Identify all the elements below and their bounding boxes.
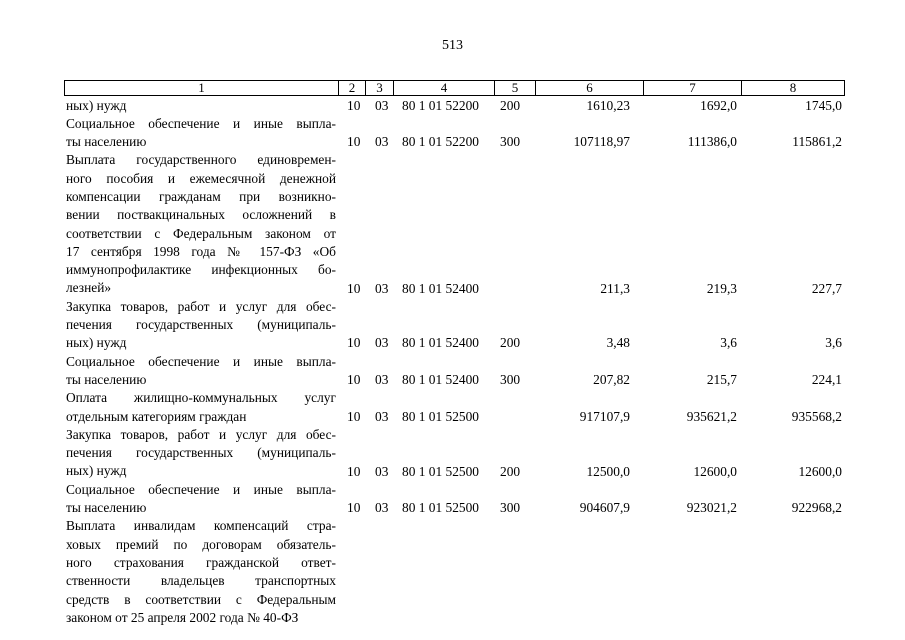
description-line: Социальное обеспечение и иные выпла- — [66, 481, 336, 497]
table-cell-c7: 111386,0 — [687, 134, 737, 150]
description-line: Закупка товаров, работ и услуг для обес- — [66, 298, 336, 314]
table-cell-c8: 227,7 — [811, 280, 842, 296]
header-cell-3: 3 — [365, 81, 393, 95]
description-line: ты населению — [66, 500, 147, 516]
table-row-description — [66, 151, 336, 297]
table-cell-c6: 107118,97 — [573, 134, 630, 150]
table-cell-c6: 1610,23 — [586, 97, 630, 113]
table-cell-c2: 10 — [347, 463, 361, 479]
table-cell-c8: 922968,2 — [791, 500, 842, 516]
table-cell-c4: 80 1 01 52500 — [402, 408, 479, 424]
table-cell-c7: 12600,0 — [693, 463, 737, 479]
table-cell-c4: 80 1 01 52400 — [402, 280, 479, 296]
header-cell-5: 5 — [494, 81, 535, 95]
table-cell-c3: 03 — [375, 134, 389, 150]
table-cell-c3: 03 — [375, 408, 389, 424]
table-cell-c8: 935568,2 — [791, 408, 842, 424]
description-line: Выплата государственного единовремен- — [66, 152, 336, 168]
description-line: соответствии с Федеральным законом от — [66, 225, 336, 241]
header-cell-4: 4 — [393, 81, 494, 95]
table-cell-c3: 03 — [375, 372, 389, 387]
table-cell-c6: 3,48 — [606, 335, 630, 351]
table-row-description — [66, 481, 336, 518]
table-cell-c4: 80 1 01 52400 — [402, 335, 479, 351]
table-row-description — [66, 389, 336, 426]
table-cell-c7: 935621,2 — [686, 408, 737, 424]
table-cell-c4: 80 1 01 52500 — [402, 463, 479, 479]
description-line: иммунопрофилактике инфекционных бо- — [66, 262, 336, 278]
table-cell-c5: 300 — [500, 500, 521, 516]
description-line: ных) нужд — [66, 97, 127, 113]
table-cell-c3: 03 — [375, 335, 389, 351]
page-number: 513 — [442, 38, 463, 53]
table-cell-c3: 03 — [375, 500, 389, 516]
table-cell-c7: 3,6 — [720, 335, 737, 351]
table-cell-c7: 1692,0 — [700, 97, 737, 113]
table-cell-c4: 80 1 01 52400 — [402, 372, 479, 387]
description-line: лезней» — [66, 280, 112, 296]
table-cell-c6: 207,82 — [593, 372, 630, 387]
description-line: Социальное обеспечение и иные выпла- — [66, 115, 336, 131]
table-row-description — [66, 97, 336, 115]
table-cell-c2: 10 — [347, 372, 361, 387]
header-cell-6: 6 — [535, 81, 643, 95]
table-cell-c5: 200 — [500, 97, 521, 113]
table-row-description — [66, 353, 336, 390]
description-line: ных) нужд — [66, 463, 127, 479]
description-line: вении поствакцинальных осложнений в — [66, 207, 336, 223]
table-cell-c3: 03 — [375, 463, 389, 479]
table-row-description — [66, 426, 336, 481]
description-line: Закупка товаров, работ и услуг для обес- — [66, 426, 336, 442]
table-cell-c3: 03 — [375, 97, 389, 113]
description-line: ственности владельцев транспортных — [66, 573, 336, 589]
table-cell-c2: 10 — [347, 134, 361, 150]
description-line: ного пособия и ежемесячной денежной — [66, 170, 336, 186]
description-line: средств в соответствии с Федеральным — [66, 591, 336, 607]
header-cell-1: 1 — [198, 80, 205, 95]
table-cell-c2: 10 — [347, 408, 361, 424]
table-cell-c3: 03 — [375, 280, 389, 296]
header-cell-7: 7 — [643, 81, 741, 95]
table-cell-c6: 211,3 — [600, 280, 630, 296]
description-line: 17 сентября 1998 года № 157-ФЗ «Об — [66, 243, 336, 259]
table-row-description — [66, 298, 336, 353]
table-cell-c8: 12600,0 — [798, 463, 842, 479]
table-row-description — [66, 115, 336, 152]
table-cell-c5: 300 — [500, 372, 521, 387]
table-row-description — [66, 517, 336, 627]
table-cell-c5: 200 — [500, 463, 521, 479]
description-line: печения государственных (муниципаль- — [66, 317, 336, 333]
table-cell-c2: 10 — [347, 97, 361, 113]
description-line: ных) нужд — [66, 335, 127, 351]
table-cell-c4: 80 1 01 52500 — [402, 500, 479, 516]
table-cell-c4: 80 1 01 52200 — [402, 134, 479, 150]
description-line: печения государственных (муниципаль- — [66, 445, 336, 461]
table-cell-c7: 219,3 — [706, 280, 737, 296]
header-cell-8: 8 — [741, 81, 844, 95]
table-cell-c6: 12500,0 — [586, 463, 630, 479]
table-cell-c8: 115861,2 — [792, 134, 842, 150]
description-line: ного страхования гражданской ответ- — [66, 554, 336, 570]
table-cell-c2: 10 — [347, 280, 361, 296]
table-cell-c5: 300 — [500, 134, 521, 150]
description-line: законом от 25 апреля 2002 года № 40-ФЗ — [66, 609, 299, 625]
description-line: Оплата жилищно-коммунальных услуг — [66, 390, 336, 406]
description-line: ты населению — [66, 134, 147, 150]
table-cell-c6: 904607,9 — [579, 500, 630, 516]
header-cell-2: 2 — [338, 81, 365, 95]
description-line: ты населению — [66, 371, 147, 387]
description-line: компенсации гражданам при возникно- — [66, 188, 336, 204]
table-cell-c4: 80 1 01 52200 — [402, 97, 479, 113]
table-cell-c2: 10 — [347, 500, 361, 516]
description-line: Выплата инвалидам компенсаций стра- — [66, 518, 336, 534]
table-cell-c6: 917107,9 — [579, 408, 630, 424]
description-line: ховых премий по договорам обязатель- — [66, 536, 336, 552]
table-cell-c7: 215,7 — [706, 372, 737, 387]
description-line: Социальное обеспечение и иные выпла- — [66, 353, 336, 369]
table-cell-c8: 1745,0 — [805, 97, 842, 113]
table-cell-c7: 923021,2 — [686, 500, 737, 516]
table-cell-c2: 10 — [347, 335, 361, 351]
table-cell-c8: 224,1 — [811, 372, 842, 387]
table-cell-c8: 3,6 — [825, 335, 842, 351]
table-cell-c5: 200 — [500, 335, 521, 351]
description-line: отдельным категориям граждан — [66, 408, 247, 424]
